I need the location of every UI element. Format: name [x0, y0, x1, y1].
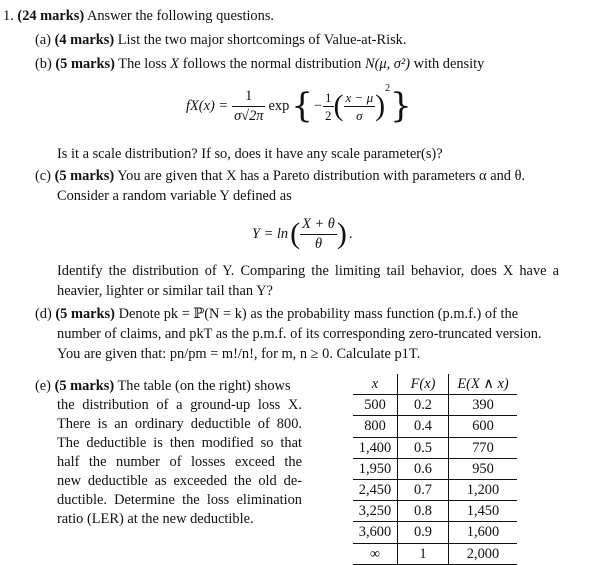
- part-e-line-7: ratio (LER) at the new deductible.: [57, 511, 254, 527]
- table-row: [353, 479, 517, 500]
- pareto-lhs: Y = ln: [252, 225, 289, 242]
- cell-lev: 770: [449, 437, 518, 458]
- part-e-line-6: ductible. Determine the loss elimination: [57, 492, 302, 508]
- left-brace: {: [291, 86, 313, 126]
- part-b-text-mid: follows the normal distribution: [182, 56, 362, 72]
- part-e-line-0: The table (on the right) shows: [117, 378, 291, 394]
- table-row: [353, 501, 517, 522]
- part-c-line-3: Identify the distribution of Y. Comparing the limiting tail behavior, does X have a: [57, 263, 559, 279]
- part-b: [35, 57, 484, 71]
- part-e-label: (e): [35, 378, 51, 394]
- cell-cdf: 0.6: [398, 458, 449, 479]
- part-a: [35, 33, 406, 47]
- part-e-line-3: The deductible is then modified so that: [57, 435, 302, 451]
- part-e-header: [35, 379, 291, 393]
- part-d-text-1: Denote pk = ℙ(N = k) as the probability mass function (p.m.f.) of the: [118, 306, 519, 322]
- cell-cdf: 0.8: [398, 501, 449, 522]
- cell-x: 500: [353, 395, 398, 416]
- part-e-marks: (5 marks): [54, 378, 115, 394]
- cell-lev: 2,000: [449, 543, 518, 564]
- exp-function: exp: [268, 97, 290, 114]
- square-exponent: 2: [385, 83, 391, 94]
- z-fraction: [344, 91, 376, 122]
- part-e-line-5: new deductible as exceeded the old de-: [57, 473, 302, 489]
- cell-x: 800: [353, 416, 398, 437]
- cell-x: 2,450: [353, 479, 398, 500]
- coef-denominator: σ√2π: [234, 107, 264, 124]
- part-d-line-1: [35, 307, 518, 321]
- pareto-denominator: θ: [314, 235, 323, 252]
- pareto-period: .: [348, 225, 353, 242]
- part-b-variable: X: [170, 56, 180, 72]
- table-row: [353, 395, 517, 416]
- cell-cdf: 1: [398, 543, 449, 564]
- part-d-label: (d): [35, 306, 52, 322]
- cell-cdf: 0.7: [398, 479, 449, 500]
- pareto-formula: [252, 212, 352, 256]
- part-a-label: (a): [35, 32, 51, 48]
- part-e-line-1: the distribution of a ground-up loss X.: [57, 397, 302, 413]
- question-marks: (24 marks): [17, 8, 85, 24]
- cell-lev: 1,450: [449, 501, 518, 522]
- cell-cdf: 0.9: [398, 522, 449, 543]
- cell-x: 1,950: [353, 458, 398, 479]
- question-header: [3, 9, 274, 23]
- cell-cdf: 0.2: [398, 395, 449, 416]
- part-b-label: (b): [35, 56, 52, 72]
- table-row: [353, 416, 517, 437]
- part-c-label: (c): [35, 168, 51, 184]
- cell-x: ∞: [353, 543, 398, 564]
- pareto-left-paren: (: [290, 217, 301, 250]
- table-header-row: [353, 374, 517, 395]
- table-row: [353, 543, 517, 564]
- part-e-line-4: half the number of losses exceed the: [57, 454, 302, 470]
- part-c-line-1: [35, 169, 525, 183]
- density-coefficient: [232, 89, 265, 123]
- cell-x: 3,250: [353, 501, 398, 522]
- pareto-numerator: X + θ: [300, 217, 337, 234]
- cell-lev: 600: [449, 416, 518, 437]
- cell-x: 1,400: [353, 437, 398, 458]
- density-formula: [186, 84, 412, 128]
- part-b-marks: (5 marks): [55, 56, 115, 72]
- part-c-line-4: heavier, lighter or similar tail than Y?: [57, 283, 273, 299]
- cell-lev: 390: [449, 395, 518, 416]
- right-paren: ): [375, 89, 386, 122]
- part-e-line-2: There is an ordinary deductible of 800.: [57, 416, 302, 432]
- cell-x: 3,600: [353, 522, 398, 543]
- half-fraction: [323, 91, 334, 122]
- header-cdf: F(x): [398, 374, 449, 395]
- cell-cdf: 0.4: [398, 416, 449, 437]
- density-lhs: fX(x) =: [186, 97, 229, 114]
- part-c-text-1: You are given that X has a Pareto distribution with parameters α and θ.: [117, 168, 526, 184]
- cell-lev: 1,200: [449, 479, 518, 500]
- table-row: [353, 458, 517, 479]
- half-denominator: 2: [325, 107, 332, 123]
- part-c-line-2: Consider a random variable Y defined as: [57, 188, 292, 204]
- part-b-question: Is it a scale distribution? If so, does it have any scale parameter(s)?: [57, 146, 443, 162]
- question-number: 1.: [3, 8, 14, 24]
- table-row: [353, 437, 517, 458]
- part-b-text-post: with density: [413, 56, 485, 72]
- loss-distribution-table: [353, 374, 517, 565]
- part-d-marks: (5 marks): [55, 306, 115, 322]
- table-row: [353, 522, 517, 543]
- part-b-distribution: N(μ, σ²): [364, 56, 410, 72]
- left-paren: (: [333, 89, 344, 122]
- right-brace: }: [390, 86, 412, 126]
- part-d-line-3: You are given that: pn/pm = m!/n!, for m, n ≥ 0. Calculate p1T.: [57, 346, 421, 362]
- z-numerator: x − μ: [345, 89, 374, 105]
- minus-sign: −: [313, 97, 323, 114]
- part-c-marks: (5 marks): [54, 168, 115, 184]
- part-b-text-pre: The loss: [118, 56, 167, 72]
- z-denominator: σ: [356, 107, 363, 123]
- header-limited-expectation: E(X ∧ x): [449, 374, 518, 395]
- coef-numerator: 1: [232, 89, 265, 106]
- part-a-text: List the two major shortcomings of Value-at-Risk.: [117, 32, 407, 48]
- pareto-fraction: [300, 217, 337, 251]
- half-numerator: 1: [325, 89, 332, 105]
- part-a-marks: (4 marks): [54, 32, 115, 48]
- cell-cdf: 0.5: [398, 437, 449, 458]
- header-x: x: [353, 374, 398, 395]
- cell-lev: 1,600: [449, 522, 518, 543]
- question-prompt: Answer the following questions.: [86, 8, 275, 24]
- cell-lev: 950: [449, 458, 518, 479]
- part-d-line-2: number of claims, and pkT as the p.m.f. of its corresponding zero-truncated version.: [57, 326, 542, 342]
- pareto-right-paren: ): [336, 217, 347, 250]
